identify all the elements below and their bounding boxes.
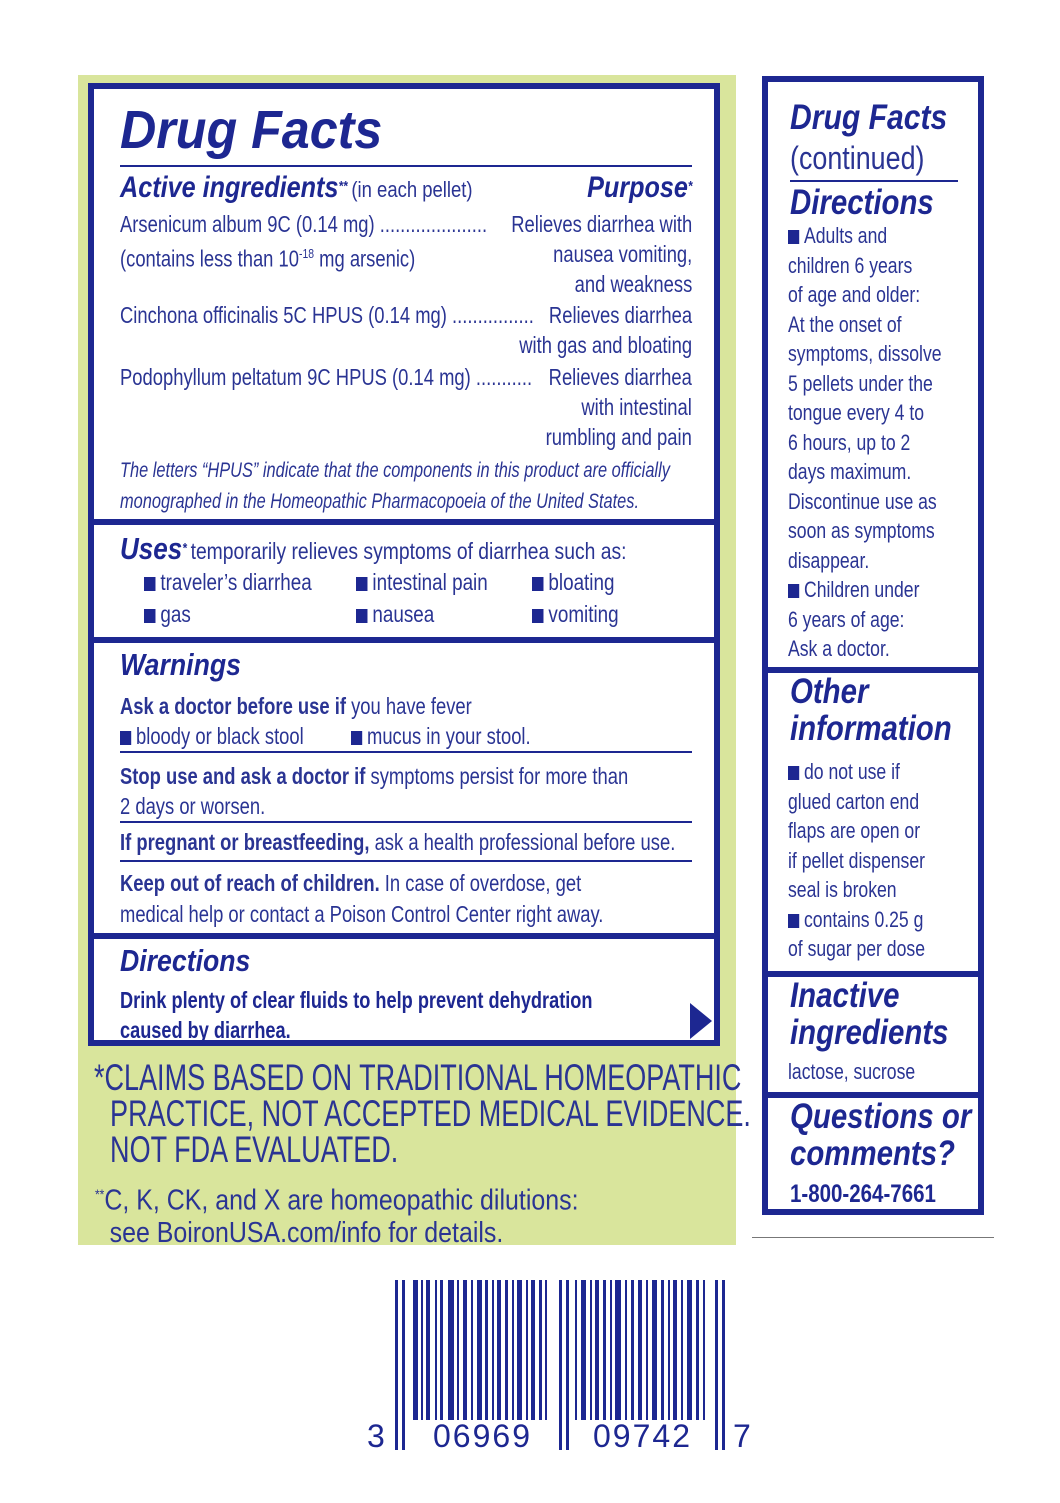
active-ingredients-section bbox=[94, 89, 714, 517]
questions-section bbox=[768, 1092, 978, 1221]
claims-line: PRACTICE, NOT ACCEPTED MEDICAL EVIDENCE. bbox=[110, 1093, 751, 1134]
continue-arrow-icon bbox=[688, 1001, 714, 1041]
barcode-first-digit: 3 bbox=[367, 1418, 385, 1454]
bullet-square bbox=[144, 609, 155, 623]
other-line: do not use if bbox=[804, 759, 900, 784]
directions-heading: Directions bbox=[120, 943, 251, 978]
ask-doctor-line bbox=[120, 693, 472, 720]
warnings-rule bbox=[120, 860, 692, 862]
claims-line: NOT FDA EVALUATED. bbox=[110, 1129, 399, 1170]
purpose-line: Relieves diarrhea with bbox=[510, 211, 692, 237]
directions-line: of age and older: bbox=[788, 282, 921, 307]
other-information-heading bbox=[790, 673, 952, 747]
uses-item bbox=[532, 601, 619, 628]
directions-section bbox=[94, 933, 714, 1052]
purpose-heading: Purpose bbox=[586, 171, 688, 204]
keep-out-block bbox=[120, 868, 603, 930]
purpose-heading-row bbox=[587, 171, 692, 205]
ask-item bbox=[351, 723, 531, 750]
other-information-text bbox=[788, 757, 925, 964]
directions-line: Drink plenty of clear fluids to help prevent dehydration bbox=[120, 987, 593, 1013]
directions-line: caused by diarrhea. bbox=[120, 1017, 291, 1043]
stop-use-text2: 2 days or worsen. bbox=[120, 793, 266, 819]
bullet-square bbox=[351, 731, 362, 745]
stop-use-text: symptoms persist for more than bbox=[365, 763, 629, 789]
hpus-note-line: The letters “HPUS” indicate that the components in this product are officially bbox=[120, 459, 670, 482]
inactive-ingredients-section bbox=[768, 971, 978, 1095]
arsenic-note-a: (contains less than 10 bbox=[120, 245, 299, 272]
uses-item-text: gas bbox=[160, 601, 191, 627]
heading-line: Inactive bbox=[790, 976, 900, 1015]
ingredient-cinchona-purpose bbox=[519, 300, 692, 360]
hpus-note bbox=[120, 455, 670, 517]
directions-line: disappear. bbox=[788, 547, 870, 573]
ingredient-podophyllum-name bbox=[120, 362, 532, 392]
active-qualifier: (in each pellet) bbox=[351, 177, 473, 202]
hpus-note-line: monographed in the Homeopathic Pharmacopoeia of the United States. bbox=[120, 490, 640, 513]
purpose-line: and weakness bbox=[574, 271, 692, 297]
directions-line: Children under bbox=[804, 577, 920, 602]
keep-out-bold: Keep out of reach of children. bbox=[120, 870, 380, 896]
barcode-last-digit: 7 bbox=[733, 1418, 751, 1454]
barcode bbox=[367, 1280, 753, 1460]
continued-directions-text bbox=[788, 221, 942, 664]
continued-rule bbox=[790, 180, 958, 182]
bullet-square bbox=[788, 230, 799, 244]
purpose-line: Relieves diarrhea bbox=[548, 364, 692, 390]
uses-item-text: nausea bbox=[372, 601, 435, 627]
uses-item bbox=[356, 569, 488, 596]
uses-intro: temporarily relieves symptoms of diarrhea such as: bbox=[190, 538, 627, 564]
bullet-square bbox=[144, 577, 155, 591]
warnings-rule bbox=[120, 821, 692, 823]
heading-line: comments? bbox=[790, 1134, 956, 1173]
directions-line: days maximum. bbox=[788, 459, 912, 484]
barcode-right-digits: 09742 bbox=[593, 1418, 692, 1454]
heading-line: information bbox=[790, 709, 952, 748]
active-heading-mark: ** bbox=[338, 177, 348, 194]
ask-item-text: mucus in your stool. bbox=[367, 723, 531, 749]
uses-heading-row bbox=[120, 531, 627, 567]
uses-item bbox=[356, 601, 434, 628]
ingredient-arsenicum-name bbox=[120, 209, 487, 274]
directions-line: children 6 years bbox=[788, 252, 913, 278]
purpose-line: nausea vomiting, bbox=[552, 241, 692, 267]
uses-section bbox=[94, 519, 714, 637]
active-ingredients-heading-row bbox=[120, 171, 473, 205]
dilution-mark: ** bbox=[95, 1186, 105, 1202]
uses-item bbox=[144, 601, 191, 628]
directions-line: Discontinue use as bbox=[788, 488, 937, 514]
purpose-line: with intestinal bbox=[581, 394, 692, 420]
barcode-left-digits: 06969 bbox=[433, 1418, 532, 1454]
drug-facts-title: Drug Facts bbox=[120, 100, 383, 160]
separator-line bbox=[752, 1237, 994, 1238]
directions-line: tongue every 4 to bbox=[788, 400, 925, 425]
uses-item bbox=[144, 569, 312, 596]
keep-out-text: In case of overdose, get bbox=[379, 870, 582, 896]
dilution-line: C, K, CK, and X are homeopathic dilutions: bbox=[104, 1184, 579, 1217]
dilution-line: see BoironUSA.com/info for details. bbox=[109, 1216, 504, 1249]
pregnancy-line bbox=[120, 829, 675, 856]
arsenic-exponent: -18 bbox=[299, 246, 315, 261]
continued-subtitle: (continued) bbox=[790, 140, 925, 176]
directions-line: At the onset of bbox=[788, 311, 902, 337]
ingredient-arsenicum-line: Arsenicum album 9C (0.14 mg) ..................... bbox=[120, 211, 488, 237]
other-information-section bbox=[768, 667, 978, 971]
purpose-line: Relieves diarrhea bbox=[548, 302, 692, 328]
stop-use-block bbox=[120, 761, 628, 821]
uses-item-text: intestinal pain bbox=[372, 569, 488, 595]
bullet-square bbox=[532, 609, 543, 623]
uses-item-text: traveler’s diarrhea bbox=[160, 569, 312, 595]
phone-number: 1-800-264-7661 bbox=[790, 1180, 936, 1208]
pregnancy-bold: If pregnant or breastfeeding, bbox=[120, 829, 370, 855]
keep-out-text2: medical help or contact a Poison Control Center right away. bbox=[120, 901, 604, 927]
ingredient-podophyllum-purpose bbox=[546, 362, 692, 452]
purpose-line: with gas and bloating bbox=[519, 332, 692, 358]
ask-item bbox=[120, 723, 304, 750]
heading-line: Questions or bbox=[790, 1097, 972, 1136]
drug-facts-box bbox=[88, 83, 720, 1046]
bullet-square bbox=[788, 914, 799, 928]
purpose-line: rumbling and pain bbox=[545, 424, 692, 450]
other-line: flaps are open or bbox=[788, 818, 921, 843]
warnings-heading: Warnings bbox=[120, 647, 241, 682]
warnings-section bbox=[94, 637, 714, 933]
ingredient-podophyllum-line: Podophyllum peltatum 9C HPUS (0.14 mg) ........... bbox=[120, 364, 533, 390]
ingredient-cinchona-name bbox=[120, 300, 534, 330]
other-line: of sugar per dose bbox=[788, 936, 925, 961]
ingredient-arsenicum-purpose bbox=[511, 209, 692, 299]
warnings-rule bbox=[120, 751, 692, 753]
ingredient-cinchona-line: Cinchona officinalis 5C HPUS (0.14 mg) ................ bbox=[120, 302, 534, 328]
directions-line: symptoms, dissolve bbox=[788, 341, 942, 366]
inactive-ingredients-heading bbox=[790, 977, 948, 1051]
claims-star: * bbox=[94, 1057, 105, 1098]
stop-use-bold: Stop use and ask a doctor if bbox=[120, 763, 366, 789]
continued-directions-heading: Directions bbox=[790, 183, 934, 222]
ask-doctor-bold: Ask a doctor before use if bbox=[120, 693, 346, 719]
directions-line: 6 hours, up to 2 bbox=[788, 429, 911, 455]
questions-heading bbox=[790, 1098, 971, 1172]
bullet-square bbox=[120, 731, 131, 745]
directions-line: Adults and bbox=[804, 223, 888, 248]
ask-item-text: bloody or black stool bbox=[136, 723, 304, 749]
other-line: if pellet dispenser bbox=[788, 847, 925, 873]
heading-line: ingredients bbox=[790, 1013, 949, 1052]
inactive-ingredients-text: lactose, sucrose bbox=[788, 1059, 916, 1084]
title-rule bbox=[120, 165, 692, 167]
directions-text bbox=[120, 985, 592, 1045]
bullet-square bbox=[356, 609, 367, 623]
claims-block bbox=[94, 1057, 751, 1170]
ingredient-arsenicum-note bbox=[120, 239, 487, 274]
active-ingredients-heading: Active ingredients bbox=[120, 171, 339, 204]
pregnancy-text: ask a health professional before use. bbox=[369, 829, 676, 855]
claims-line: CLAIMS BASED ON TRADITIONAL HOMEOPATHIC bbox=[104, 1057, 742, 1098]
continued-header bbox=[768, 82, 978, 667]
uses-item-text: bloating bbox=[548, 569, 615, 595]
directions-line: 5 pellets under the bbox=[788, 370, 933, 396]
directions-line: soon as symptoms bbox=[788, 518, 935, 543]
bullet-square bbox=[788, 584, 799, 598]
other-line: glued carton end bbox=[788, 788, 920, 814]
uses-item bbox=[532, 569, 614, 596]
purpose-mark: * bbox=[687, 177, 692, 194]
uses-item-text: vomiting bbox=[548, 601, 619, 627]
dilution-note bbox=[95, 1178, 579, 1249]
heading-line: Other bbox=[790, 672, 869, 711]
arsenic-note-b: mg arsenic) bbox=[314, 245, 416, 272]
ask-doctor-text: you have fever bbox=[345, 693, 472, 719]
uses-heading: Uses bbox=[120, 531, 183, 566]
continued-title: Drug Facts bbox=[790, 98, 948, 137]
other-line: contains 0.25 g bbox=[804, 906, 924, 932]
uses-mark: * bbox=[182, 539, 187, 556]
directions-line: 6 years of age: bbox=[788, 606, 905, 632]
drug-facts-continued-box bbox=[762, 76, 984, 1215]
bullet-square bbox=[356, 577, 367, 591]
other-line: seal is broken bbox=[788, 877, 897, 902]
directions-line: Ask a doctor. bbox=[788, 636, 890, 661]
bullet-square bbox=[532, 577, 543, 591]
bullet-square bbox=[788, 766, 799, 780]
